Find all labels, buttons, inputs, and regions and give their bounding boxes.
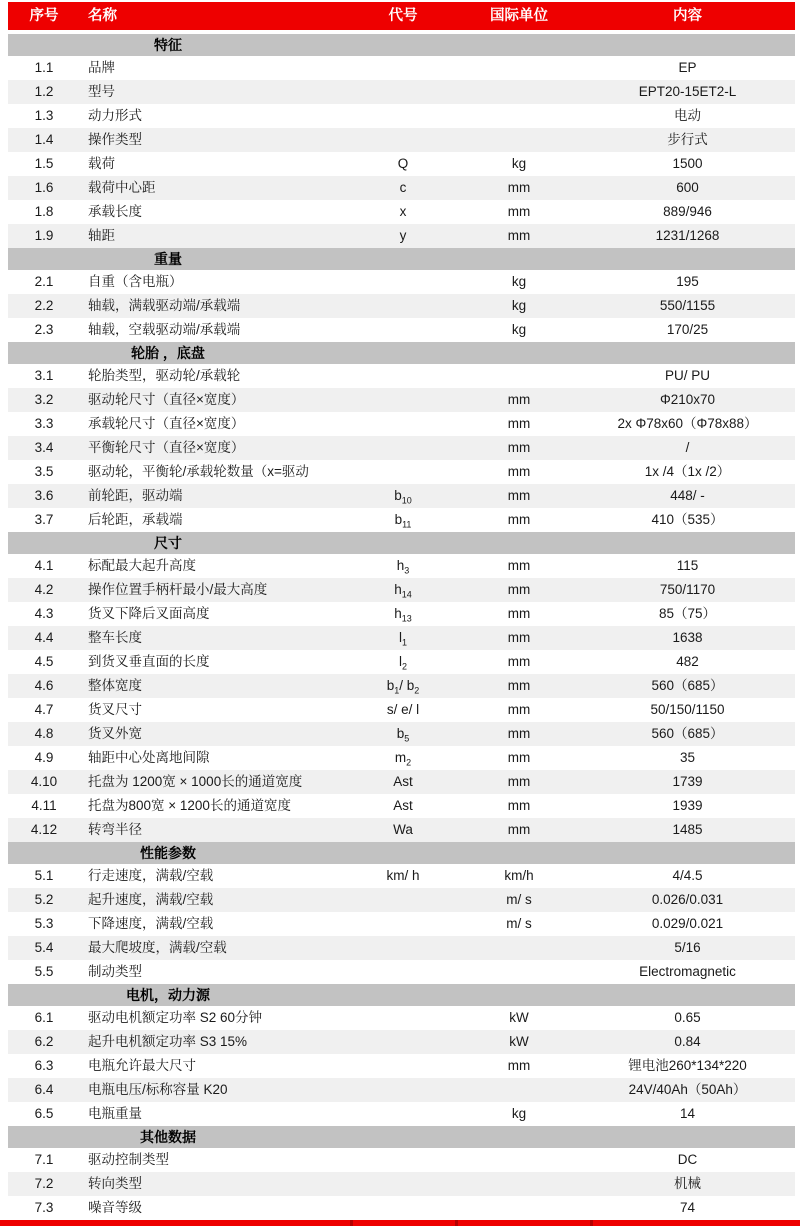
table-row — [8, 626, 795, 650]
row-unit: mm — [507, 582, 531, 597]
table-row — [8, 602, 795, 626]
table-row — [8, 1102, 795, 1126]
section-title: 电机，动力源 — [126, 987, 210, 1003]
row-number: 3.5 — [34, 464, 54, 479]
row-name: 下降速度，满载/空载 — [88, 916, 214, 931]
row-number: 3.1 — [34, 368, 54, 383]
row-code — [348, 364, 458, 388]
row-value: 410（535） — [651, 512, 724, 527]
row-unit — [458, 128, 580, 152]
section-title: 性能参数 — [140, 845, 196, 861]
row-unit — [458, 80, 580, 104]
section-header — [8, 984, 795, 1006]
row-code: km/ h — [386, 868, 420, 883]
row-value: 1x /4（1x /2） — [644, 464, 731, 479]
table-row — [8, 960, 795, 984]
row-number: 7.2 — [34, 1176, 54, 1191]
row-unit — [458, 1196, 580, 1220]
row-unit: mm — [507, 488, 531, 503]
row-name: 起升速度，满载/空载 — [88, 892, 214, 907]
table-row — [8, 128, 795, 152]
table-row — [8, 650, 795, 674]
row-unit: mm — [507, 416, 531, 431]
section-header — [8, 34, 795, 56]
row-number: 5.2 — [34, 892, 54, 907]
table-row — [8, 864, 795, 888]
row-code: $b_5$ — [396, 726, 410, 744]
row-name: 托盘为 1200宽 × 1000长的通道宽度 — [88, 774, 303, 789]
row-name: 轴距中心处离地间隙 — [88, 750, 210, 765]
row-unit: mm — [507, 558, 531, 573]
row-value: 170/25 — [666, 322, 709, 337]
column-divider — [455, 1220, 458, 1226]
row-code: c — [399, 180, 407, 195]
row-unit — [458, 1172, 580, 1196]
row-number: 1.6 — [34, 180, 54, 195]
row-number: 4.6 — [34, 678, 54, 693]
row-unit: mm — [507, 1058, 531, 1073]
table-row — [8, 1054, 795, 1078]
row-number: 1.2 — [34, 84, 54, 99]
section-title: 其他数据 — [140, 1129, 196, 1145]
row-value: 482 — [676, 654, 699, 669]
row-code: $b_{10}$ — [394, 488, 412, 506]
row-number: 6.5 — [34, 1106, 54, 1121]
row-name: 噪音等级 — [88, 1200, 142, 1215]
spec-table — [8, 2, 795, 1220]
row-code — [348, 1172, 458, 1196]
row-name: 驱动轮，平衡轮/承载轮数量（x=驱动 — [88, 464, 309, 479]
row-name: 操作位置手柄杆最小/最大高度 — [88, 582, 268, 597]
row-code: $l_1$ — [398, 630, 407, 648]
table-row — [8, 56, 795, 80]
table-row — [8, 554, 795, 578]
table-row — [8, 722, 795, 746]
row-name: 起升电机额定功率 S3 15% — [88, 1034, 248, 1049]
row-name: 整体宽度 — [88, 678, 142, 693]
table-row — [8, 104, 795, 128]
row-number: 1.8 — [34, 204, 54, 219]
table-row — [8, 200, 795, 224]
row-number: 4.10 — [30, 774, 58, 789]
row-unit — [458, 364, 580, 388]
row-value: 750/1170 — [659, 582, 716, 597]
row-value: 50/150/1150 — [650, 702, 725, 717]
row-number: 4.8 — [34, 726, 54, 741]
row-value: 步行式 — [667, 132, 708, 147]
row-code: $b_{11}$ — [394, 512, 412, 530]
row-code — [348, 104, 458, 128]
row-value: 4/4.5 — [672, 868, 703, 883]
header-col-code: 代号 — [388, 8, 418, 24]
row-unit — [458, 1148, 580, 1172]
row-name: 转向类型 — [88, 1176, 142, 1191]
header-col-name: 名称 — [88, 8, 117, 24]
table-row — [8, 770, 795, 794]
row-code: $b_1/$ $b_2$ — [386, 678, 420, 696]
row-value: 600 — [676, 180, 699, 195]
row-number: 5.5 — [34, 964, 54, 979]
row-unit: mm — [507, 630, 531, 645]
row-number: 7.3 — [34, 1200, 54, 1215]
section-title: 重量 — [154, 251, 182, 267]
table-row — [8, 294, 795, 318]
row-code: $h_{14}$ — [394, 582, 412, 600]
row-unit: kW — [509, 1034, 529, 1049]
row-number: 2.2 — [34, 298, 54, 313]
row-value: / — [685, 440, 690, 455]
row-number: 6.4 — [34, 1082, 54, 1097]
row-unit: mm — [507, 798, 531, 813]
row-value: 24V/40Ah（50Ah） — [628, 1082, 747, 1097]
row-value: 0.026/0.031 — [651, 892, 724, 907]
row-value: 电动 — [674, 108, 701, 123]
table-row — [8, 578, 795, 602]
row-value: 560（685） — [651, 678, 724, 693]
row-code: s/ e/ l — [386, 702, 420, 717]
table-row — [8, 794, 795, 818]
table-row — [8, 1196, 795, 1220]
row-name: 托盘为800宽 × 1200长的通道宽度 — [88, 798, 291, 813]
row-number: 2.3 — [34, 322, 54, 337]
row-name: 轴载，空载驱动端/承载端 — [88, 322, 241, 337]
row-code — [348, 1196, 458, 1220]
table-row — [8, 152, 795, 176]
section-header — [8, 1126, 795, 1148]
row-code — [348, 294, 458, 318]
row-name: 承载长度 — [88, 204, 142, 219]
row-number: 4.11 — [31, 798, 57, 813]
table-row — [8, 270, 795, 294]
row-unit — [458, 56, 580, 80]
row-value: 2x Φ78x60（Φ78x88） — [617, 416, 758, 431]
row-code: x — [399, 204, 407, 219]
row-value: 5/16 — [674, 940, 701, 955]
section-header — [8, 842, 795, 864]
row-code — [348, 1078, 458, 1102]
row-unit: kg — [511, 156, 527, 171]
column-divider — [590, 1220, 593, 1226]
table-row — [8, 936, 795, 960]
row-code — [348, 460, 458, 484]
row-number: 1.3 — [34, 108, 54, 123]
row-number: 6.1 — [34, 1010, 54, 1025]
row-name: 制动类型 — [88, 964, 142, 979]
row-value: EP — [678, 60, 697, 75]
row-number: 7.1 — [34, 1152, 54, 1167]
table-header-row — [8, 2, 795, 30]
row-name: 标配最大起升高度 — [88, 558, 196, 573]
table-row — [8, 698, 795, 722]
row-code — [348, 412, 458, 436]
row-number: 4.9 — [34, 750, 54, 765]
table-row — [8, 1148, 795, 1172]
table-row — [8, 888, 795, 912]
table-row — [8, 412, 795, 436]
row-number: 6.2 — [34, 1034, 54, 1049]
row-number: 4.12 — [30, 822, 58, 837]
table-row — [8, 460, 795, 484]
row-unit: kW — [509, 1010, 529, 1025]
row-name: 载荷中心距 — [88, 180, 156, 195]
column-divider — [350, 1220, 353, 1226]
row-code — [348, 1054, 458, 1078]
row-code: Q — [397, 156, 409, 171]
row-code: $h_{13}$ — [394, 606, 412, 624]
row-name: 操作类型 — [88, 132, 142, 147]
row-code: $h_3$ — [396, 558, 410, 576]
row-code — [348, 436, 458, 460]
row-name: 货叉尺寸 — [88, 702, 142, 717]
row-code — [348, 388, 458, 412]
row-number: 3.2 — [34, 392, 54, 407]
row-name: 货叉下降后叉面高度 — [88, 606, 210, 621]
row-value: 115 — [676, 558, 699, 573]
row-code — [348, 888, 458, 912]
row-name: 电瓶允许最大尺寸 — [88, 1058, 196, 1073]
row-value: 14 — [679, 1106, 696, 1121]
row-value: 1739 — [672, 774, 703, 789]
row-code — [348, 1102, 458, 1126]
row-unit: mm — [507, 228, 531, 243]
row-code: Ast — [393, 774, 413, 789]
row-number: 1.5 — [34, 156, 54, 171]
row-code — [348, 270, 458, 294]
row-unit: mm — [507, 440, 531, 455]
row-value: 0.65 — [674, 1010, 701, 1025]
table-row — [8, 1006, 795, 1030]
row-number: 4.3 — [34, 606, 54, 621]
row-name: 动力形式 — [88, 108, 142, 123]
row-code — [348, 1030, 458, 1054]
row-value: 锂电池260*134*220 — [628, 1058, 747, 1073]
row-name: 电瓶电压/标称容量 K20 — [88, 1082, 228, 1097]
section-header — [8, 342, 795, 364]
row-unit: mm — [507, 702, 531, 717]
row-name: 轮胎类型，驱动轮/承载轮 — [88, 368, 241, 383]
row-unit: mm — [507, 726, 531, 741]
row-unit: m/ s — [506, 916, 532, 931]
row-number: 4.7 — [34, 702, 54, 717]
row-value: 74 — [679, 1200, 696, 1215]
row-code: Wa — [393, 822, 413, 837]
row-name: 后轮距，承载端 — [88, 512, 183, 527]
row-unit: mm — [507, 512, 531, 527]
row-value: Electromagnetic — [639, 964, 736, 979]
row-unit: mm — [507, 774, 531, 789]
row-name: 最大爬坡度，满载/空载 — [88, 940, 227, 955]
row-name: 前轮距，驱动端 — [88, 488, 183, 503]
bottom-header-bar — [0, 1220, 800, 1226]
row-name: 自重（含电瓶） — [88, 274, 183, 289]
row-unit: kg — [511, 1106, 527, 1121]
section-title: 特征 — [154, 37, 182, 53]
row-value: 机械 — [674, 1176, 701, 1191]
row-unit — [458, 1078, 580, 1102]
row-unit — [458, 960, 580, 984]
row-value: 195 — [676, 274, 699, 289]
row-unit: kg — [511, 298, 527, 313]
row-value: DC — [677, 1152, 698, 1167]
row-unit: mm — [507, 606, 531, 621]
row-value: 1939 — [672, 798, 703, 813]
row-code — [348, 912, 458, 936]
row-unit — [458, 936, 580, 960]
row-value: 1500 — [672, 156, 703, 171]
row-number: 6.3 — [34, 1058, 54, 1073]
row-code: y — [399, 228, 407, 243]
row-name: 行走速度，满载/空载 — [88, 868, 214, 883]
row-number: 4.1 — [34, 558, 54, 573]
row-name: 载荷 — [88, 156, 115, 171]
row-name: 承载轮尺寸（直径×宽度） — [88, 416, 245, 431]
row-number: 5.3 — [34, 916, 54, 931]
row-value: 0.029/0.021 — [651, 916, 724, 931]
row-number: 3.4 — [34, 440, 54, 455]
table-row — [8, 176, 795, 200]
table-row — [8, 746, 795, 770]
row-unit — [458, 104, 580, 128]
row-value: 0.84 — [674, 1034, 701, 1049]
section-title: 轮胎 ，底盘 — [131, 345, 205, 361]
row-code — [348, 128, 458, 152]
row-name: 型号 — [88, 84, 115, 99]
table-row — [8, 674, 795, 698]
row-code — [348, 936, 458, 960]
table-row — [8, 912, 795, 936]
row-name: 到货叉垂直面的长度 — [88, 654, 210, 669]
header-col-index: 序号 — [29, 8, 59, 24]
row-name: 品牌 — [88, 60, 115, 75]
section-header — [8, 532, 795, 554]
row-number: 5.4 — [34, 940, 54, 955]
row-unit: mm — [507, 654, 531, 669]
table-row — [8, 364, 795, 388]
table-row — [8, 318, 795, 342]
row-number: 3.6 — [34, 488, 54, 503]
table-row — [8, 1172, 795, 1196]
row-number: 3.7 — [34, 512, 54, 527]
table-row — [8, 80, 795, 104]
row-name: 驱动控制类型 — [88, 1152, 169, 1167]
row-value: PU/ PU — [664, 368, 710, 383]
row-number: 5.1 — [34, 868, 54, 883]
row-unit: m/ s — [506, 892, 532, 907]
row-number: 2.1 — [34, 274, 54, 289]
row-value: 560（685） — [651, 726, 724, 741]
row-number: 4.4 — [34, 630, 54, 645]
table-row — [8, 1030, 795, 1054]
table-row — [8, 818, 795, 842]
row-code: $m_2$ — [394, 750, 412, 768]
row-code — [348, 1006, 458, 1030]
row-value: 85（75） — [658, 606, 717, 621]
spec-table-body — [8, 34, 795, 1220]
row-value: 35 — [679, 750, 696, 765]
row-unit: mm — [507, 822, 531, 837]
row-unit: kg — [511, 322, 527, 337]
row-code: Ast — [393, 798, 413, 813]
table-row — [8, 1078, 795, 1102]
row-name: 驱动电机额定功率 S2 60分钟 — [88, 1010, 263, 1025]
section-header — [8, 248, 795, 270]
row-name: 驱动轮尺寸（直径×宽度） — [88, 392, 245, 407]
row-unit: kg — [511, 274, 527, 289]
row-unit: mm — [507, 204, 531, 219]
row-code: $l_2$ — [398, 654, 407, 672]
row-number: 4.5 — [34, 654, 54, 669]
row-number: 1.9 — [34, 228, 54, 243]
row-code — [348, 318, 458, 342]
row-unit: mm — [507, 750, 531, 765]
header-col-unit: 国际单位 — [490, 8, 548, 24]
row-name: 轴距 — [88, 228, 115, 243]
row-name: 平衡轮尺寸（直径×宽度） — [88, 440, 245, 455]
row-unit: mm — [507, 392, 531, 407]
row-value: 448/ - — [670, 488, 705, 503]
table-row — [8, 484, 795, 508]
row-code — [348, 80, 458, 104]
table-row — [8, 436, 795, 460]
row-number: 4.2 — [34, 582, 54, 597]
row-unit: mm — [507, 678, 531, 693]
row-unit: km/h — [504, 868, 534, 883]
header-col-value: 内容 — [673, 8, 702, 24]
row-number: 3.3 — [34, 416, 54, 431]
section-title: 尺寸 — [154, 535, 182, 551]
row-name: 电瓶重量 — [88, 1106, 142, 1121]
row-unit: mm — [507, 180, 531, 195]
row-value: 1638 — [672, 630, 703, 645]
table-row — [8, 508, 795, 532]
row-number: 1.1 — [34, 60, 54, 75]
row-name: 整车长度 — [88, 630, 142, 645]
table-row — [8, 224, 795, 248]
row-code — [348, 56, 458, 80]
row-value: EPT20-15ET2-L — [638, 84, 737, 99]
row-value: 550/1155 — [659, 298, 716, 313]
row-value: 889/946 — [663, 204, 712, 219]
row-unit: mm — [507, 464, 531, 479]
row-value: Φ210x70 — [659, 392, 716, 407]
row-name: 转弯半径 — [88, 822, 142, 837]
row-name: 轴载，满载驱动端/承载端 — [88, 298, 241, 313]
table-row — [8, 388, 795, 412]
row-value: 1485 — [672, 822, 703, 837]
row-code — [348, 960, 458, 984]
row-value: 1231/1268 — [655, 228, 720, 243]
row-number: 1.4 — [34, 132, 54, 147]
row-code — [348, 1148, 458, 1172]
row-name: 货叉外宽 — [88, 726, 142, 741]
